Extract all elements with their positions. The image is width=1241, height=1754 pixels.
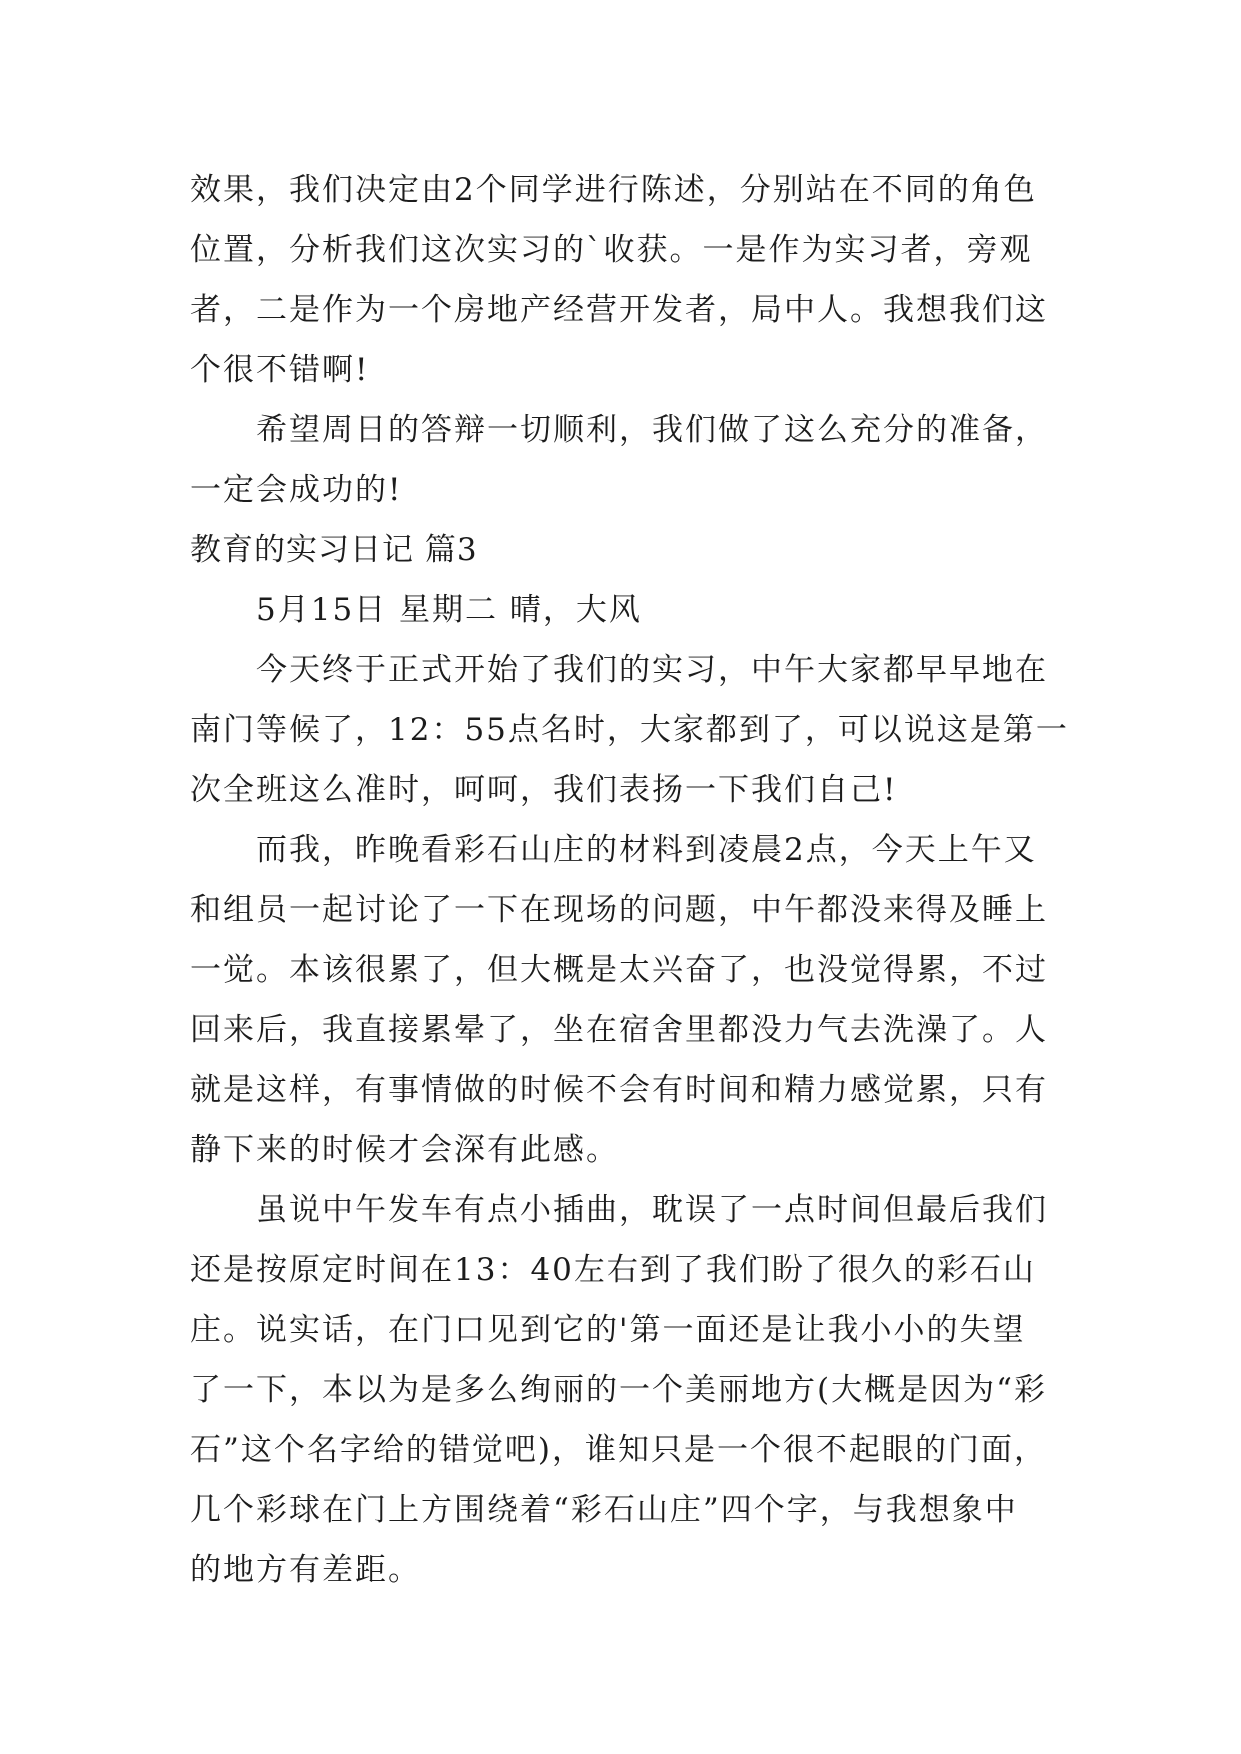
document-body — [190, 160, 1069, 1600]
paragraph — [190, 1180, 1065, 1600]
text-line: 位置，分析我们这次实习的`收获。一是作为实习者，旁观 — [190, 232, 1033, 268]
text-line: 就是这样，有事情做的时候不会有时间和精力感觉累，只有 — [190, 1072, 1048, 1108]
text-line: 还是按原定时间在13：40左右到了我们盼了很久的彩石山 — [190, 1252, 1036, 1288]
text-line: 效果，我们决定由2个同学进行陈述，分别站在不同的角色 — [190, 172, 1037, 208]
text-line: 几个彩球在门上方围绕着“彩石山庄”四个字，与我想象中 — [190, 1492, 1018, 1528]
text-line: 希望周日的答辩一切顺利，我们做了这么充分的准备， — [256, 412, 1048, 448]
text-line: 今天终于正式开始了我们的实习，中午大家都早早地在 — [256, 652, 1048, 688]
text-line: 而我，昨晚看彩石山庄的材料到凌晨2点，今天上午又 — [256, 832, 1037, 868]
text-line: 静下来的时候才会深有此感。 — [190, 1132, 619, 1168]
date-line: 5月15日 星期二 晴，大风 — [256, 592, 642, 628]
text-line: 虽说中午发车有点小插曲，耽误了一点时间但最后我们 — [256, 1192, 1048, 1228]
text-line: 的地方有差距。 — [190, 1552, 421, 1588]
text-line: 回来后，我直接累晕了，坐在宿舍里都没力气去洗澡了。人 — [190, 1012, 1048, 1048]
text-line: 南门等候了，12：55点名时，大家都到了，可以说这是第一 — [190, 712, 1069, 748]
paragraph — [190, 640, 1069, 820]
text-line: 者，二是作为一个房地产经营开发者，局中人。我想我们这 — [190, 292, 1048, 328]
text-line: 个很不错啊! — [190, 352, 370, 388]
text-line: 庄。说实话，在门口见到它的'第一面还是让我小小的失望 — [190, 1312, 1026, 1348]
paragraph — [190, 400, 1065, 520]
paragraph — [190, 820, 1065, 1180]
text-line: 了一下，本以为是多么绚丽的一个美丽地方(大概是因为“彩 — [190, 1372, 1047, 1408]
text-line: 次全班这么准时，呵呵，我们表扬一下我们自己! — [190, 772, 898, 808]
text-line: 一定会成功的! — [190, 472, 403, 508]
text-line: 一觉。本该很累了，但大概是太兴奋了，也没觉得累，不过 — [190, 952, 1048, 988]
paragraph — [190, 160, 1065, 400]
text-line: 石”这个名字给的错觉吧)，谁知只是一个很不起眼的门面， — [190, 1432, 1047, 1468]
text-line: 和组员一起讨论了一下在现场的问题，中午都没来得及睡上 — [190, 892, 1048, 928]
section-heading: 教育的实习日记 篇3 — [190, 532, 478, 568]
